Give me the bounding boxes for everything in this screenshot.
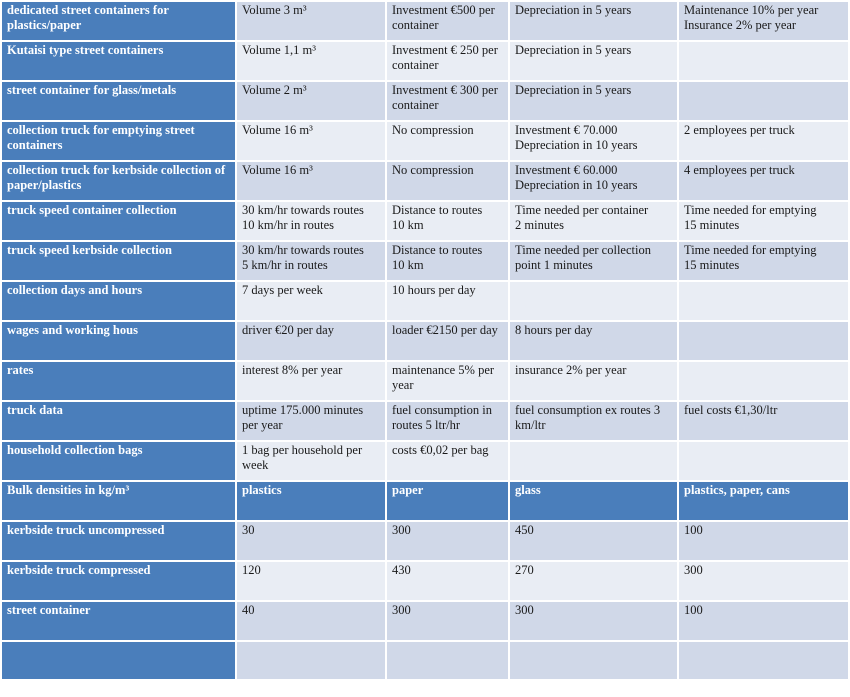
- column-header: plastics: [237, 482, 385, 520]
- row-label: truck speed container collection: [2, 202, 235, 240]
- row-label: wages and working hous: [2, 322, 235, 360]
- table-cell: Time needed per collection point 1 minutes: [510, 242, 677, 280]
- table-cell: Volume 1,1 m³: [237, 42, 385, 80]
- table-cell: [679, 362, 848, 400]
- table-cell: 450: [510, 522, 677, 560]
- table-cell: [679, 322, 848, 360]
- table-cell: No compression: [387, 162, 508, 200]
- row-label: collection days and hours: [2, 282, 235, 320]
- table-cell: maintenance 5% per year: [387, 362, 508, 400]
- table-cell: No compression: [387, 122, 508, 160]
- table-cell: 30: [237, 522, 385, 560]
- table-cell: [679, 642, 848, 679]
- table-cell: 40: [237, 602, 385, 640]
- table-row: [2, 202, 848, 240]
- table-body: [2, 2, 848, 679]
- table-cell: Depreciation in 5 years: [510, 2, 677, 40]
- table-cell: 100: [679, 522, 848, 560]
- table-cell: Time needed for emptying 15 minutes: [679, 242, 848, 280]
- row-label: truck speed kerbside collection: [2, 242, 235, 280]
- table-cell: Depreciation in 5 years: [510, 82, 677, 120]
- table-cell: [510, 442, 677, 480]
- table-cell: 270: [510, 562, 677, 600]
- table-cell: Investment € 60.000 Depreciation in 10 years: [510, 162, 677, 200]
- table-cell: insurance 2% per year: [510, 362, 677, 400]
- table-cell: 30 km/hr towards routes 5 km/hr in routes: [237, 242, 385, 280]
- table-cell: 4 employees per truck: [679, 162, 848, 200]
- table-cell: [679, 82, 848, 120]
- table-cell: 300: [510, 602, 677, 640]
- table-cell: 300: [387, 602, 508, 640]
- table-cell: Investment € 250 per container: [387, 42, 508, 80]
- table-row: [2, 642, 848, 679]
- table-cell: fuel consumption in routes 5 ltr/hr: [387, 402, 508, 440]
- table-cell: Distance to routes 10 km: [387, 202, 508, 240]
- table-cell: 10 hours per day: [387, 282, 508, 320]
- table-cell: 120: [237, 562, 385, 600]
- table-cell: Investment €500 per container: [387, 2, 508, 40]
- column-header: glass: [510, 482, 677, 520]
- column-header: plastics, paper, cans: [679, 482, 848, 520]
- table-row: [2, 602, 848, 640]
- row-label: truck data: [2, 402, 235, 440]
- table-cell: [387, 642, 508, 679]
- table-cell: interest 8% per year: [237, 362, 385, 400]
- table-row: [2, 522, 848, 560]
- table-cell: costs €0,02 per bag: [387, 442, 508, 480]
- table-cell: 430: [387, 562, 508, 600]
- table-cell: 300: [387, 522, 508, 560]
- row-label: collection truck for emptying street containers: [2, 122, 235, 160]
- table-row: [2, 402, 848, 440]
- table-row: [2, 282, 848, 320]
- table-cell: driver €20 per day: [237, 322, 385, 360]
- table-cell: [679, 42, 848, 80]
- table-cell: 8 hours per day: [510, 322, 677, 360]
- table-cell: [237, 642, 385, 679]
- table-cell: 100: [679, 602, 848, 640]
- table-cell: Investment € 300 per container: [387, 82, 508, 120]
- table-cell: 7 days per week: [237, 282, 385, 320]
- table-row: [2, 122, 848, 160]
- row-label: street container: [2, 602, 235, 640]
- table-cell: Time needed for emptying 15 minutes: [679, 202, 848, 240]
- row-label: dedicated street containers for plastics/paper: [2, 2, 235, 40]
- table-cell: [679, 282, 848, 320]
- table-cell: Volume 16 m³: [237, 122, 385, 160]
- table-cell: Investment € 70.000 Depreciation in 10 years: [510, 122, 677, 160]
- row-label: household collection bags: [2, 442, 235, 480]
- table-row: [2, 322, 848, 360]
- bulk-density-title: Bulk densities in kg/m³: [2, 482, 235, 520]
- table-row: [2, 2, 848, 40]
- table-cell: fuel costs €1,30/ltr: [679, 402, 848, 440]
- row-label: kerbside truck compressed: [2, 562, 235, 600]
- row-label: rates: [2, 362, 235, 400]
- table-cell: [679, 442, 848, 480]
- row-label: [2, 642, 235, 679]
- table-cell: Maintenance 10% per year Insurance 2% per year: [679, 2, 848, 40]
- table-cell: 300: [679, 562, 848, 600]
- table-row: [2, 562, 848, 600]
- table-cell: uptime 175.000 minutes per year: [237, 402, 385, 440]
- table-row: [2, 242, 848, 280]
- column-header: paper: [387, 482, 508, 520]
- table-cell: Volume 2 m³: [237, 82, 385, 120]
- table-cell: Distance to routes 10 km: [387, 242, 508, 280]
- table-row: [2, 82, 848, 120]
- table-row: [2, 442, 848, 480]
- table-cell: fuel consumption ex routes 3 km/ltr: [510, 402, 677, 440]
- table-cell: Volume 3 m³: [237, 2, 385, 40]
- row-label: street container for glass/metals: [2, 82, 235, 120]
- table-cell: Depreciation in 5 years: [510, 42, 677, 80]
- bulk-density-header-row: [2, 482, 848, 520]
- table-cell: 1 bag per household per week: [237, 442, 385, 480]
- table-cell: Time needed per container 2 minutes: [510, 202, 677, 240]
- table-cell: 30 km/hr towards routes 10 km/hr in routes: [237, 202, 385, 240]
- row-label: kerbside truck uncompressed: [2, 522, 235, 560]
- table-row: [2, 362, 848, 400]
- table-cell: [510, 642, 677, 679]
- table-row: [2, 42, 848, 80]
- row-label: Kutaisi type street containers: [2, 42, 235, 80]
- table-cell: 2 employees per truck: [679, 122, 848, 160]
- table-row: [2, 162, 848, 200]
- table-cell: loader €2150 per day: [387, 322, 508, 360]
- row-label: collection truck for kerbside collection of paper/plastics: [2, 162, 235, 200]
- table-cell: [510, 282, 677, 320]
- table-cell: Volume 16 m³: [237, 162, 385, 200]
